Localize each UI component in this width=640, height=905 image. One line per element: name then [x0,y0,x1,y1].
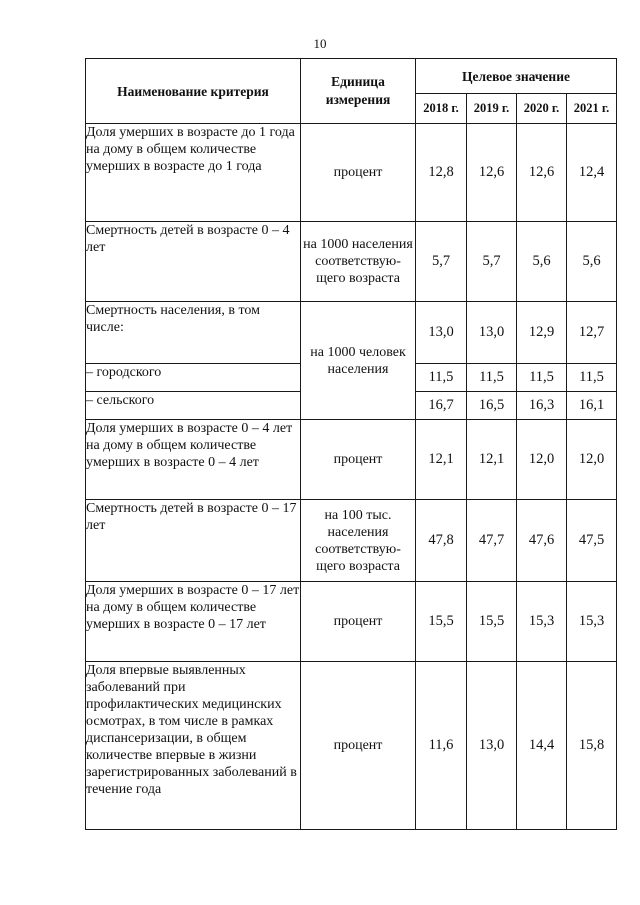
value-cell: 14,4 [517,662,567,830]
unit-cell: процент [301,662,416,830]
value-cell: 47,8 [416,500,467,582]
value-cell: 11,6 [416,662,467,830]
criterion-name: Доля впервые выявленных заболеваний при профилактических медицинских осмотрах, в том числе в рамках диспансеризации, в общем количестве впервые в жизни зарегистрированных заболеваний в течение года [86,662,301,830]
value-cell: 15,5 [416,582,467,662]
value-cell: 47,6 [517,500,567,582]
value-cell: 5,7 [416,222,467,302]
unit-cell: на 1000 населения соответствую-щего возраста [301,222,416,302]
value-cell: 11,5 [416,364,467,392]
value-cell: 12,1 [416,420,467,500]
header-target-value: Целевое значение [416,59,617,94]
header-year: 2018 г. [416,94,467,124]
unit-cell: процент [301,420,416,500]
table-row [86,662,617,830]
value-cell: 16,7 [416,392,467,420]
criterion-name: Смертность детей в возрасте 0 – 4 лет [86,222,301,302]
criterion-name: Смертность детей в возрасте 0 – 17 лет [86,500,301,582]
value-cell: 13,0 [467,302,517,364]
header-criterion-name: Наименование критерия [86,59,301,124]
value-cell: 5,7 [467,222,517,302]
value-cell: 15,8 [567,662,617,830]
criterion-name: Доля умерших в возрасте до 1 года на дому в общем количестве умерших в возрасте до 1 года [86,124,301,222]
table-row [86,420,617,500]
page-number: 10 [313,36,327,51]
table-row [86,500,617,582]
value-cell: 47,7 [467,500,517,582]
value-cell: 12,6 [467,124,517,222]
value-cell: 16,5 [467,392,517,420]
value-cell: 12,1 [467,420,517,500]
criterion-name: Смертность населения, в том числе: [86,302,301,364]
table-row [86,124,617,222]
criterion-name: – сельского [86,392,301,420]
value-cell: 15,3 [517,582,567,662]
value-cell: 12,0 [567,420,617,500]
header-unit: Единица измерения [301,59,416,124]
value-cell: 11,5 [517,364,567,392]
value-cell: 13,0 [467,662,517,830]
criteria-table [85,58,617,830]
table-row [86,222,617,302]
value-cell: 16,3 [517,392,567,420]
value-cell: 16,1 [567,392,617,420]
header-year: 2019 г. [467,94,517,124]
value-cell: 12,4 [567,124,617,222]
unit-cell: процент [301,124,416,222]
value-cell: 47,5 [567,500,617,582]
header-year: 2021 г. [567,94,617,124]
value-cell: 12,8 [416,124,467,222]
value-cell: 11,5 [467,364,517,392]
unit-cell: на 100 тыс. населения соответствую-щего возраста [301,500,416,582]
unit-cell: на 1000 человек населения [301,302,416,420]
value-cell: 11,5 [567,364,617,392]
criterion-name: – городского [86,364,301,392]
unit-cell: процент [301,582,416,662]
criterion-name: Доля умерших в возрасте 0 – 4 лет на дому в общем количестве умерших в возрасте 0 – 4 лет [86,420,301,500]
table-row [86,582,617,662]
value-cell: 12,7 [567,302,617,364]
value-cell: 13,0 [416,302,467,364]
table-row [86,302,617,364]
header-row-top [86,59,617,94]
value-cell: 5,6 [567,222,617,302]
value-cell: 12,6 [517,124,567,222]
header-year: 2020 г. [517,94,567,124]
value-cell: 5,6 [517,222,567,302]
value-cell: 15,3 [567,582,617,662]
value-cell: 15,5 [467,582,517,662]
value-cell: 12,9 [517,302,567,364]
criterion-name: Доля умерших в возрасте 0 – 17 лет на дому в общем количестве умерших в возрасте 0 – 17 лет [86,582,301,662]
value-cell: 12,0 [517,420,567,500]
